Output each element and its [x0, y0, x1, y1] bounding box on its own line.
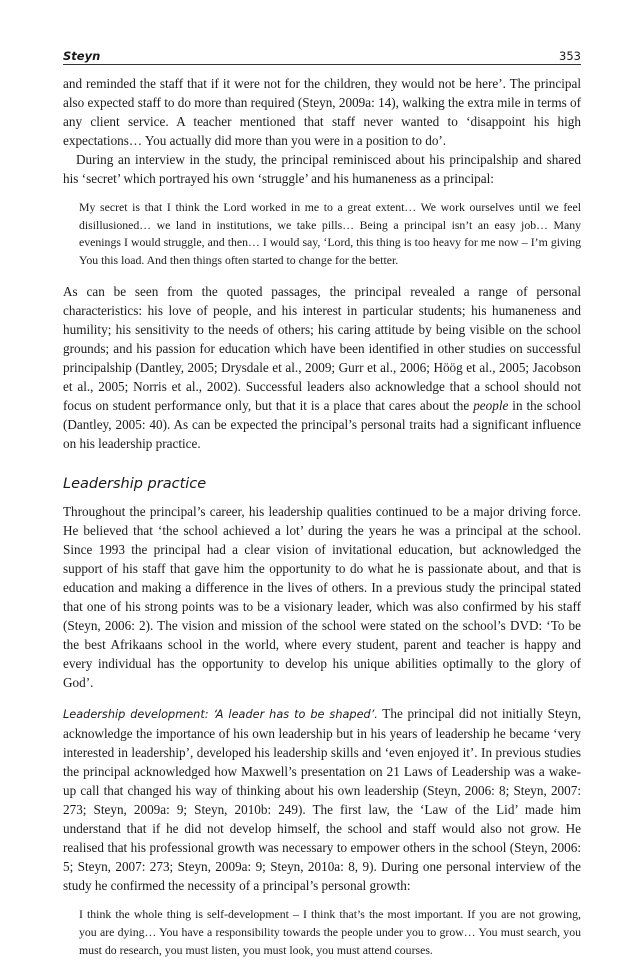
paragraph-career: Throughout the principal’s career, his leadership qualities continued to be a major driving force. He believed that ‘the school achieved a lot’ during the years he was a principal at the school. Since 1993 the principal had a clear vision of invitational education, but acknowledged the support of his staff that gave him the opportunity to do what he is passionate about, and that is education and making a difference in the lives of others. In a previous study the principal stated that one of his strong points was to be a visionary leader, which was also confirmed by his staff (Steyn, 2006: 2). The vision and mission of the school were stated on the school’s DVD: ‘To be the best Afrikaans school in the world, where every student, parent and teacher is happy and every individual has the opportunity to develop his unique abilities optimally to the glory of God’.	[63, 504, 581, 691]
article-body	[63, 74, 581, 972]
paragraph-characteristics	[63, 282, 581, 453]
subsection-heading: Leadership development: ‘A leader has to be shaped’.	[63, 708, 378, 722]
block-quote-self-development: I think the whole thing is self-development – I think that’s the most important. If you are not growing, you are dying… You have a responsibility towards the people under you to grow… You must search, you must do research, you must listen, you must look, you must attend courses.	[79, 907, 581, 957]
section-heading: Leadership practice	[63, 476, 207, 493]
header-rule	[63, 64, 581, 65]
running-head-author: Steyn	[63, 49, 101, 63]
paragraph-leadership-development-text: The principal did not initially Steyn, acknowledge the importance of his own leadership but in his years of leadership he became ‘very interested in leadership’, developed his leadership skills and ‘even enjoyed it’. In previous studies the principal acknowledged how Maxwell’s presentation on 21 Laws of Leadership was a wake-up call that changed his way of thinking about his own leadership (Steyn, 2006: 8; Steyn, 2007: 273; Steyn, 2009a: 9; Steyn, 2010b: 249). The first law, the ‘Law of the Lid’ made him understand that if he did not develop himself, the school and staff would also not grow. He realised that his professional growth was necessary to empower others in the school (Steyn, 2006: 5; Steyn, 2007: 273; Steyn, 2009a: 9; Steyn, 2010a: 8, 9). During one personal interview of the study he confirmed the necessity of a principal’s personal growth:	[63, 706, 581, 894]
running-header	[63, 43, 581, 63]
paragraph-continued: and reminded the staff that if it were not for the children, they would not be here’. The principal also expected staff to do more than required (Steyn, 2009a: 14), walking the extra mile in terms of any client service. A teacher mentioned that staff never wanted to ‘disappoint his high expectations… You actually did more than you were in a position to do’.	[63, 76, 581, 148]
paragraph-interview: During an interview in the study, the principal reminisced about his principalship and shared his ‘secret’ which portrayed his own ‘struggle’ and his humaneness as a principal:	[63, 152, 581, 186]
paragraph-characteristics-text-b: in the school (Dantley, 2005: 40). As can be expected the principal’s personal traits had a significant influence on his leadership practice.	[63, 398, 581, 452]
page-number: 353	[559, 49, 581, 63]
paragraph-characteristics-text-a: As can be seen from the quoted passages, the principal revealed a range of personal characteristics: his love of people, and his interest in particular students; his humaneness and humility; his sensitivity to the needs of others; his caring attitude by being visible on the school grounds; and his passion for education which have been identified in other studies on successful principalship (Dantley, 2005; Drysdale et al., 2009; Gurr et al., 2006; Höög et al., 2005; Jacobson et al., 2005; Norris et al., 2002). Successful leaders also acknowledge that a school should not focus on student performance only, but that it is a place that cares about the	[63, 284, 581, 414]
paragraph-characteristics-emphasis: people	[473, 398, 509, 414]
block-quote-secret: My secret is that I think the Lord worked in me to a great extent… We work ourselves until we feel disillusioned… we land in institutions, we take pills… Being a principal isn’t an easy job… Many evenings I would struggle, and then… I would say, ‘Lord, this thing is too heavy for me now – I’m giving You this load. And then things often started to change for the better.	[79, 200, 581, 267]
paragraph-leadership-development	[63, 704, 581, 895]
